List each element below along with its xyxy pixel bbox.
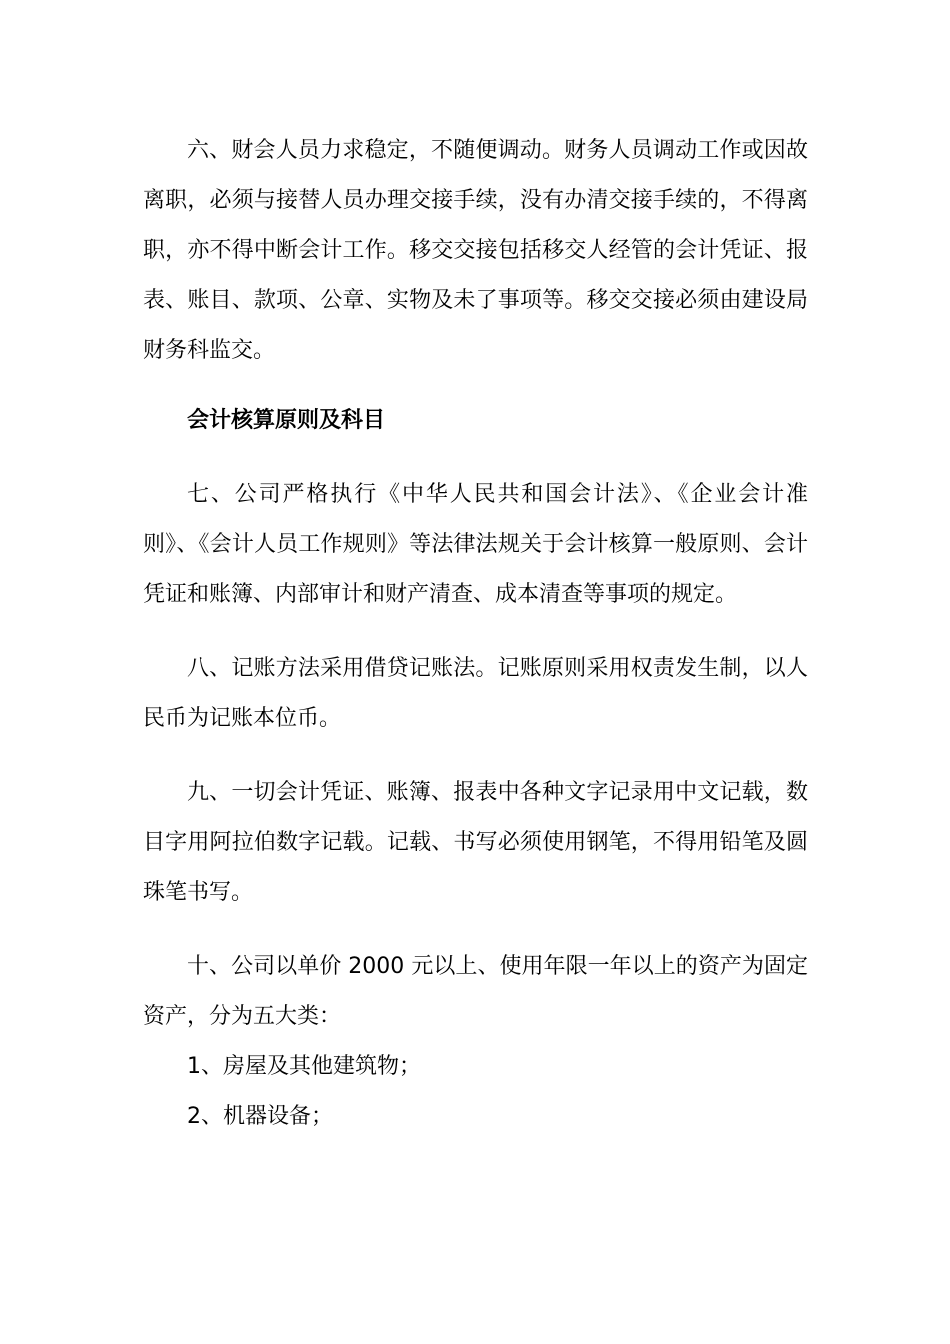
paragraph-eight: 八、记账方法采用借贷记账法。记账原则采用权责发生制，以人民币为记账本位币。 [143,656,808,731]
paragraph-ten: 十、公司以单价 2000 元以上、使用年限一年以上的资产为固定资产，分为五大类： [143,954,808,1029]
paragraph-six: 六、财会人员力求稳定，不随便调动。财务人员调动工作或因故离职，必须与接替人员办理交接手续，没有办清交接手续的，不得离职，亦不得中断会计工作。移交交接包括移交人经管的会计凭证、报表、账目、款项、公章、实物及未了事项等。移交交接必须由建设局财务科监交。 [143,138,808,363]
paragraph-nine: 九、一切会计凭证、账簿、报表中各种文字记录用中文记载，数目字用阿拉伯数字记载。记载、书写必须使用钢笔，不得用铅笔及圆珠笔书写。 [143,780,808,905]
list-item-two: 2、机器设备； [187,1104,333,1129]
list-item-one: 1、房屋及其他建筑物； [187,1054,421,1079]
paragraph-seven: 七、公司严格执行《中华人民共和国会计法》、《企业会计准则》、《会计人员工作规则》等法律法规关于会计核算一般原则、会计凭证和账簿、内部审计和财产清查、成本清查等事项的规定。 [143,482,808,607]
document-page [143,126,808,1142]
section-heading: 会计核算原则及科目 [187,408,386,433]
